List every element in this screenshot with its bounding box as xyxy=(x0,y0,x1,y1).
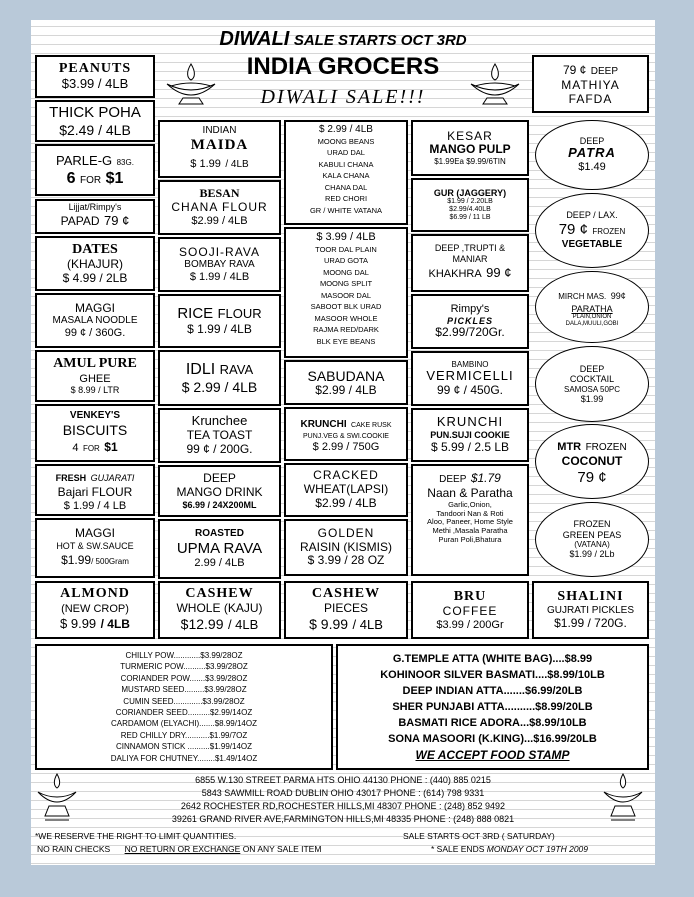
list-item: 39261 GRAND RIVER AVE,FARMINGTON HILLS,MI 48335 PHONE : (248) 888 0821 xyxy=(171,814,515,824)
item-price: 99 ¢ / 360G. xyxy=(64,326,126,339)
frozen-label: FROZEN xyxy=(573,519,611,530)
cracked-wheat-box xyxy=(284,463,408,517)
item-price: $12.99 xyxy=(180,615,224,632)
item-name: SHALINI xyxy=(557,589,624,605)
item-name: PAPAD xyxy=(60,214,100,229)
list-item: RED CHILLY DRY...........$1.99/7OZ xyxy=(120,730,248,740)
item-qty: 6 xyxy=(66,170,76,187)
ruled-line xyxy=(31,863,655,864)
maggi-sauce-box xyxy=(35,518,155,578)
item-price: $2.49 / 4LB xyxy=(59,121,131,138)
brand-label: MTR xyxy=(557,440,582,453)
list-item: CHANA DAL xyxy=(324,182,368,192)
diya-lamp-icon xyxy=(163,60,219,106)
item-sub: TEA TOAST xyxy=(186,428,253,443)
item-name-2: CAKE RUSK xyxy=(351,422,392,430)
list-item: SONA MASOORI (K.KING)...$16.99/20LB xyxy=(388,733,597,746)
item-name: Krunchee xyxy=(191,413,248,429)
item-price: $ 2.99 / 4LB xyxy=(181,379,258,396)
sale-end-footer xyxy=(431,844,588,854)
list-item: TOOR DAL PLAIN xyxy=(315,244,377,254)
item-sub: MASALA NOODLE xyxy=(52,315,138,327)
pickles-box xyxy=(411,294,529,349)
item-price: $1.99 / 720G. xyxy=(554,615,627,630)
list-item: SHER PUNJABI ATTA..........$8.99/20LB xyxy=(392,701,593,714)
raisin-box xyxy=(284,519,408,576)
cashew-pieces-box xyxy=(284,581,408,639)
list-item: KOHINOOR SILVER BASMATI....$8.99/10LB xyxy=(380,669,605,682)
list-item: DALIYA FOR CHUTNEY........$1.49/14OZ xyxy=(110,753,258,763)
no-return-text: NO RETURN OR EXCHANGE xyxy=(124,844,241,854)
item-name: IDLI xyxy=(185,360,216,378)
list-item: MOONG SPLIT xyxy=(319,279,373,289)
rice-box xyxy=(158,294,281,348)
item-name: KRUNCHI xyxy=(436,414,504,430)
dal-box-2 xyxy=(284,227,408,358)
item-price: $ 9.99 xyxy=(60,616,97,632)
list-item: 2642 ROCHESTER RD,ROCHESTER HILLS,MI 48307 PHONE : (248) 852 9492 xyxy=(180,801,506,811)
item-price: $6.99 / 24X200ML xyxy=(182,499,257,510)
kesar-box xyxy=(411,120,529,176)
list-item: CINNAMON STICK ..........$1.99/14OZ xyxy=(115,742,253,752)
item-name: VENKEY'S xyxy=(69,410,121,421)
brand-label: DEEP xyxy=(590,66,619,77)
item-name: GREEN PEAS xyxy=(562,529,622,540)
item-price: $3.99 / 200Gr xyxy=(436,618,504,631)
item-name: DATES xyxy=(72,241,118,257)
limit-notice: *WE RESERVE THE RIGHT TO LIMIT QUANTITIES. xyxy=(35,831,237,841)
fresh-label: FRESH xyxy=(55,472,87,483)
item-sub: MANGO DRINK xyxy=(176,484,263,499)
item-unit: / 4LB xyxy=(225,159,249,171)
item-name: ROASTED xyxy=(195,528,244,540)
item-sub: GUJRATI PICKLES xyxy=(546,605,635,617)
item-sub: MANGO PULP xyxy=(429,142,511,157)
list-item: G.TEMPLE ATTA (WHITE BAG)....$8.99 xyxy=(392,653,593,666)
for-label: FOR xyxy=(80,175,102,186)
cashew-whole-box xyxy=(158,581,281,639)
item-sub: VERMICELLI xyxy=(426,367,514,383)
item-price: $2.99 / 4LB xyxy=(191,214,248,227)
item-price: $ 1.99 / 4LB xyxy=(187,322,252,337)
shalini-box xyxy=(532,581,649,639)
item-name: MATHIYA xyxy=(561,78,620,93)
coconut-oval xyxy=(535,424,649,499)
item-name: ALMOND xyxy=(60,586,130,602)
list-item: Puran Poli,Bhatura xyxy=(438,534,502,544)
dal-box-1 xyxy=(284,120,408,225)
khakhra-box xyxy=(411,234,529,292)
item-sub: MANIAR xyxy=(452,253,488,264)
item-price: $ 2.99 / 4LB xyxy=(319,124,373,135)
item-size: / 500Gram xyxy=(91,556,129,566)
brand-label: DEEP xyxy=(579,363,605,374)
item-sub: SAMOSA 50PC xyxy=(563,384,621,394)
ruled-line xyxy=(31,854,655,855)
gujarati-label: GUJARATI xyxy=(90,472,135,483)
frozen-label: FROZEN xyxy=(592,226,626,236)
sale-start-footer: SALE STARTS OCT 3RD ( SATURDAY) xyxy=(403,831,555,841)
item-name: KRUNCHI xyxy=(300,419,347,431)
item-name: Rimpy's xyxy=(450,303,490,316)
store-addresses xyxy=(111,774,575,826)
list-item: URAD GOTA xyxy=(323,256,369,266)
item-sub: RAVA xyxy=(219,361,254,377)
item-name: Bajari FLOUR xyxy=(57,484,133,499)
item-name: THICK POHA xyxy=(49,104,141,122)
spices-box xyxy=(35,644,333,770)
item-unit: / 4LB xyxy=(100,617,130,632)
item-name: DEEP xyxy=(203,471,236,486)
green-peas-oval xyxy=(535,502,649,577)
item-name: BAMBINO xyxy=(451,359,489,369)
item-price: $1.99 xyxy=(61,552,92,567)
diwali-sale-title: DIWALI SALE!!! xyxy=(260,86,426,108)
atta-list xyxy=(380,651,605,747)
upma-box xyxy=(158,519,281,579)
diya-lamp-icon xyxy=(467,60,523,106)
item-size: 83G. xyxy=(116,157,134,167)
brand-label: DEEP / LAX. xyxy=(566,210,618,221)
item-price: $2.99 / 4LB xyxy=(315,382,377,397)
rain-check-text: NO RAIN CHECKS xyxy=(37,844,111,854)
papad-box xyxy=(35,199,155,234)
list-item: GR / WHITE VATANA xyxy=(309,205,383,215)
item-sub: GHEE xyxy=(79,372,111,385)
list-item: CUMIN SEED.............$3.99/28OZ xyxy=(123,696,245,706)
item-sub: CHANA FLOUR xyxy=(171,200,268,215)
item-price: $ 3.99 / 4LB xyxy=(316,231,376,243)
peanuts-box xyxy=(35,55,155,98)
item-sub: WHOLE (KAJU) xyxy=(176,600,263,615)
item-price: $2.99/4.40LB xyxy=(449,206,491,214)
venkeys-box xyxy=(35,404,155,462)
list-item: Aloo, Paneer, Home Style xyxy=(427,517,513,527)
list-item: MOONG DAL xyxy=(323,267,369,277)
dal-list xyxy=(311,244,382,348)
item-price: 99¢ xyxy=(610,290,626,301)
list-item: CARDAMOM (ELYACHI).......$8.99/14OZ xyxy=(111,719,257,729)
list-item: RED CHORI xyxy=(324,194,368,203)
item-price: 99 ¢ / 450G. xyxy=(436,382,504,397)
item-name: GOLDEN xyxy=(317,525,375,540)
item-name: MAGGI xyxy=(74,300,115,315)
item-sub: PICKLES xyxy=(446,315,493,326)
list-item: MUSTARD SEED.........$3.99/28OZ xyxy=(121,685,247,695)
list-item: MOONG BEANS xyxy=(317,136,375,146)
food-stamp-notice: WE ACCEPT FOOD STAMP xyxy=(415,748,570,763)
list-item: MASOOR WHOLE xyxy=(314,313,378,323)
toast-box xyxy=(158,408,281,463)
maggi-box xyxy=(35,293,155,348)
item-price: $ 9.99 xyxy=(309,615,349,632)
for-label: FOR xyxy=(82,443,100,453)
return-notice xyxy=(37,844,321,854)
diwali-word: DIWALI xyxy=(219,28,290,50)
samosa-oval xyxy=(535,346,649,422)
item-price: 79 ¢ xyxy=(577,468,607,486)
item-price: $1.99 / 2Lb xyxy=(569,549,615,560)
item-sub: COFFEE xyxy=(442,603,498,618)
item-price: $ 4.99 / 2LB xyxy=(62,270,128,285)
item-name: VEGETABLE xyxy=(561,239,623,251)
item-price: $2.99/720Gr. xyxy=(435,325,505,340)
item-price: $ 1.99 / 4LB xyxy=(189,270,250,283)
item-sub: (VATANA) xyxy=(574,540,610,550)
suji-cookie-box xyxy=(411,408,529,462)
mango-drink-box xyxy=(158,465,281,517)
cake-rusk-box xyxy=(284,407,408,461)
sale-end-label: * SALE ENDS xyxy=(431,844,485,854)
item-sub: FLOUR xyxy=(217,305,262,321)
item-price: $3.99 / 4LB xyxy=(61,76,129,92)
header-line xyxy=(31,28,655,51)
item-price: $ 1.99 / 4 LB xyxy=(63,499,127,512)
item-name: COCKTAIL xyxy=(569,374,615,385)
item-price: $1.49 xyxy=(578,161,606,174)
list-item: SABOOT BLK URAD xyxy=(310,302,382,312)
item-name: MIRCH MAS. xyxy=(558,291,607,301)
item-name: DEEP ,TRUPTI & xyxy=(434,243,506,254)
list-item: BASMATI RICE ADORA...$8.99/10LB xyxy=(398,717,587,730)
item-name: MAGGI xyxy=(74,525,115,540)
item-name: GUR (JAGGERY) xyxy=(433,187,507,198)
item-sub: HOT & SW.SAUCE xyxy=(56,540,134,551)
almond-box xyxy=(35,581,155,639)
vegetable-oval xyxy=(535,193,649,268)
item-name: AMUL PURE xyxy=(53,356,137,372)
item-price: $1.99 / 2.20LB xyxy=(447,198,493,206)
list-item: Tandoori Nan & Roti xyxy=(436,508,504,518)
mathiya-box xyxy=(532,55,649,113)
naan-box xyxy=(411,464,529,576)
list-item: 6855 W.130 STREET PARMA HTS OHIO 44130 PHONE : (440) 885 0215 xyxy=(195,775,491,785)
list-item: Methi ,Masala Paratha xyxy=(432,526,508,536)
item-sub: BISCUITS xyxy=(62,421,128,438)
amul-box xyxy=(35,350,155,402)
item-name: CASHEW xyxy=(311,585,381,601)
item-name: MAIDA xyxy=(190,136,249,153)
list-item: RAJMA RED/DARK xyxy=(313,325,379,335)
item-sub: INDIAN xyxy=(202,125,237,137)
list-item: 5843 SAWMILL ROAD DUBLIN OHIO 43017 PHONE : (614) 798 9331 xyxy=(201,788,485,798)
item-price: 99 ¢ / 200G. xyxy=(186,441,253,456)
frozen-label: FROZEN xyxy=(585,441,627,453)
item-sub: RAISIN (KISMIS) xyxy=(299,539,392,554)
flyer-page xyxy=(31,20,655,865)
item-sub: (KHAJUR) xyxy=(67,256,123,271)
sale-end-date: MONDAY OCT 19TH 2009 xyxy=(486,844,589,854)
item-sub: (NEW CROP) xyxy=(61,602,129,615)
paratha-oval xyxy=(535,271,649,343)
bru-box xyxy=(411,581,529,639)
item-name: PARLE-G xyxy=(56,152,113,168)
besan-box xyxy=(158,180,281,235)
list-item: TURMERIC POW..........$3.99/28OZ xyxy=(120,662,248,672)
any-sale-text: ON ANY SALE ITEM xyxy=(242,844,322,854)
item-type: KHAKHRA xyxy=(428,268,482,281)
item-name: PATRA xyxy=(568,145,616,161)
patra-oval xyxy=(535,120,649,190)
diya-lamp-icon xyxy=(35,772,79,822)
item-name: CASHEW xyxy=(185,585,254,601)
list-item: DEEP INDIAN ATTA.......$6.99/20LB xyxy=(402,685,583,698)
item-sub: BOMBAY RAVA xyxy=(184,259,255,271)
item-price: $1 xyxy=(104,439,118,454)
item-price: 99 ¢ xyxy=(486,265,512,281)
gur-box xyxy=(411,178,529,232)
item-qty: 4 xyxy=(72,441,79,454)
item-variants: DALA,MUULI,GOBI xyxy=(565,321,619,328)
item-sub: Naan & Paratha xyxy=(427,486,513,501)
list-item: MASOOR DAL xyxy=(320,290,371,300)
item-variants: PLAIN,ONION xyxy=(572,314,612,321)
item-name: BESAN xyxy=(199,186,240,201)
item-name: DEEP xyxy=(439,474,467,485)
spice-list xyxy=(111,650,257,764)
item-price: $ 1.99 xyxy=(190,158,221,171)
item-price: $1.99 xyxy=(580,393,604,404)
item-price: $1 xyxy=(105,170,124,187)
bajari-box xyxy=(35,464,155,516)
maida-box xyxy=(158,120,281,178)
item-price: $2.99 / 4LB xyxy=(315,495,377,510)
list-item: URAD DAL xyxy=(327,148,365,157)
sooji-box xyxy=(158,237,281,292)
parle-box xyxy=(35,144,155,196)
item-sub: FAFDA xyxy=(568,92,613,107)
list-item: KABULI CHANA xyxy=(318,159,374,169)
list-item: CORIANDER POW.......$3.99/28OZ xyxy=(120,673,248,683)
vermicelli-box xyxy=(411,351,529,406)
item-price: $ 3.99 / 28 OZ xyxy=(307,553,385,568)
item-price: $ 2.99 / 750G xyxy=(312,440,380,453)
item-sub: PARATHA xyxy=(571,304,613,315)
item-name: RICE xyxy=(177,304,214,322)
item-price: 79 ¢ xyxy=(558,220,588,238)
item-sub: WHEAT(LAPSI) xyxy=(303,482,389,497)
item-sub: PUNJ.VEG & SWI.COOKIE xyxy=(303,432,389,440)
item-name: SABUDANA xyxy=(307,367,385,384)
item-sub: PUN.SUJI COOKIE xyxy=(430,430,510,441)
item-sub: UPMA RAVA xyxy=(176,539,263,557)
item-unit: / 4LB xyxy=(352,616,383,632)
item-price: 79 ¢ xyxy=(562,63,587,77)
list-item: BLK EYE BEANS xyxy=(316,336,376,346)
idli-box xyxy=(158,350,281,406)
list-item: Garlic,Onion, xyxy=(448,500,492,510)
brand-label: DEEP xyxy=(579,136,605,147)
item-name: BRU xyxy=(453,588,487,604)
item-name: CRACKED xyxy=(313,468,379,483)
ruled-line xyxy=(31,26,655,27)
item-name: SOOJI-RAVA xyxy=(179,244,260,259)
item-price: $ 8.99 / LTR xyxy=(70,385,120,396)
atta-box xyxy=(336,644,649,770)
dates-box xyxy=(35,236,155,291)
dal-list xyxy=(310,136,382,217)
item-price: $6.99 / 11 LB xyxy=(449,214,491,222)
list-item: KALA CHANA xyxy=(322,171,370,180)
list-item: CORIANDER SEED..........$2.99/14OZ xyxy=(115,708,253,717)
item-price: $1.79 xyxy=(470,471,501,485)
item-sub: PIECES xyxy=(323,600,368,615)
list-item: CHILLY POW............$3.99/28OZ xyxy=(125,650,243,660)
item-name: PEANUTS xyxy=(58,60,132,76)
item-name: KESAR xyxy=(447,128,493,143)
item-unit: / 4LB xyxy=(227,616,259,632)
item-price: 79 ¢ xyxy=(104,213,130,229)
ruled-line xyxy=(31,827,655,828)
sabudana-box xyxy=(284,360,408,405)
sale-start-text: SALE STARTS OCT 3RD xyxy=(293,32,467,49)
item-price: $ 5.99 / 2.5 LB xyxy=(430,439,510,454)
poha-box xyxy=(35,100,155,142)
diya-lamp-icon xyxy=(601,772,645,822)
item-brand: Lijjat/Rimpy's xyxy=(68,202,122,213)
store-name: INDIA GROCERS xyxy=(246,53,440,80)
item-name: COCONUT xyxy=(561,454,623,469)
item-price: $1.99Ea $9.99/6TIN xyxy=(434,157,506,167)
item-price: 2.99 / 4LB xyxy=(194,557,245,570)
naan-list xyxy=(427,501,513,544)
